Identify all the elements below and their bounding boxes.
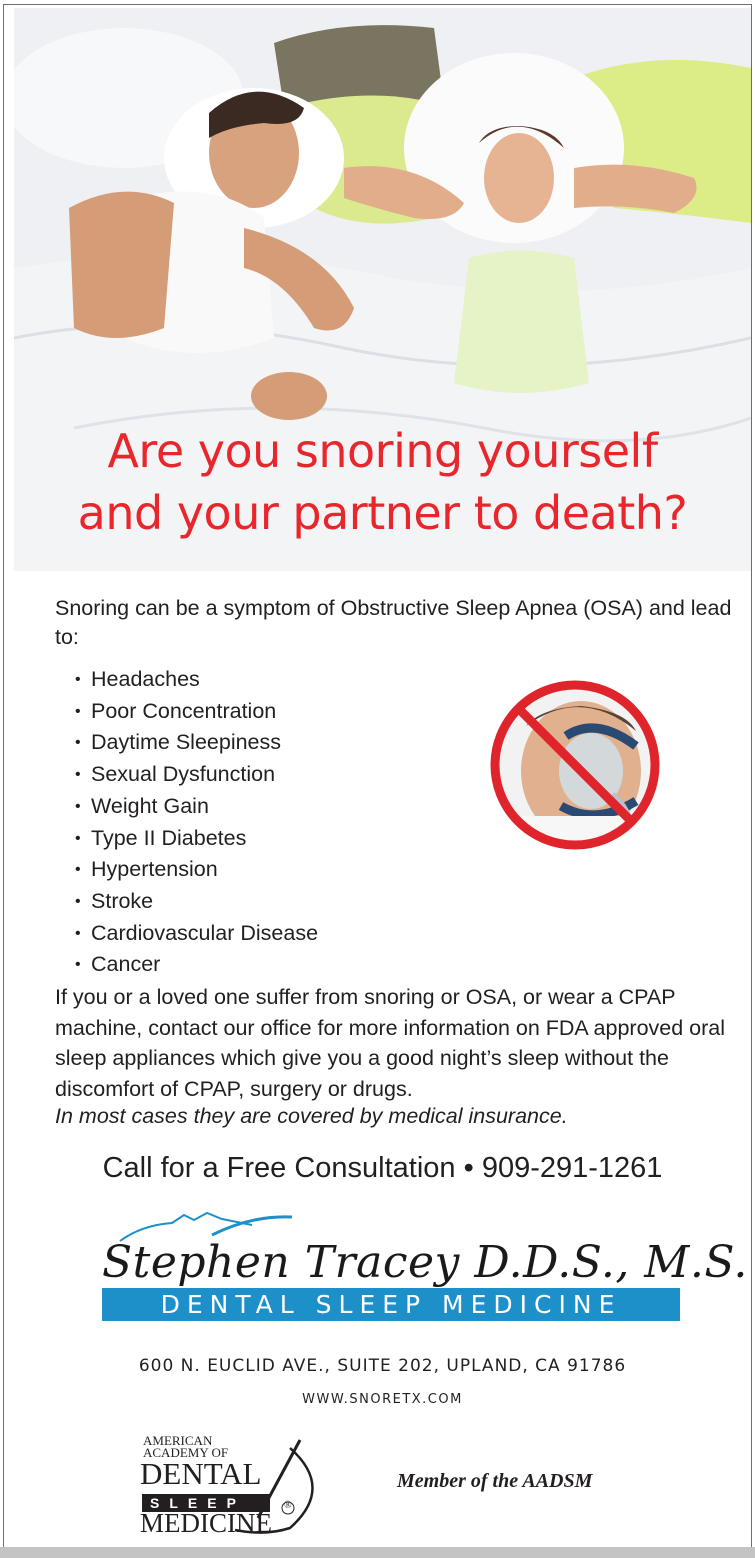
- list-item: • Cardiovascular Disease: [75, 918, 318, 950]
- symptom-list: [75, 664, 318, 981]
- aadsm-line-5: MEDICINE: [140, 1508, 272, 1538]
- list-item: • Weight Gain: [75, 791, 318, 823]
- practice-logo: [102, 1205, 748, 1333]
- practice-tagline: DENTAL SLEEP MEDICINE: [102, 1288, 680, 1321]
- aadsm-line-2: ACADEMY OF: [143, 1445, 229, 1460]
- aadsm-line-4: SLEEP: [150, 1495, 246, 1511]
- list-item: • Hypertension: [75, 854, 318, 886]
- list-item: • Cancer: [75, 949, 318, 981]
- aadsm-line-3: DENTAL: [140, 1456, 262, 1491]
- consultation-phone-cta: Call for a Free Consultation • 909-291-1261: [102, 1152, 663, 1184]
- aadsm-line-1: AMERICAN: [143, 1433, 213, 1448]
- list-item: • Stroke: [75, 886, 318, 918]
- list-item: • Headaches: [75, 664, 318, 696]
- list-item: • Daytime Sleepiness: [75, 727, 318, 759]
- headline-line-1: Are you snoring yourself: [107, 424, 658, 478]
- no-cpap-prohibition-icon: [486, 676, 664, 854]
- headline-line-2: and your partner to death?: [77, 486, 688, 540]
- list-item: • Sexual Dysfunction: [75, 759, 318, 791]
- insurance-note: In most cases they are covered by medical insurance.: [55, 1104, 568, 1128]
- list-item: • Type II Diabetes: [75, 823, 318, 855]
- body-text: If you or a loved one suffer from snoring or OSA, or wear a CPAP machine, contact our office for more information on FDA approved oral sleep appliances which give you a good night’s sleep without the discomfort of CPAP, surgery or drugs.: [55, 985, 726, 1101]
- intro-text: Snoring can be a symptom of Obstructive Sleep Apnea (OSA) and lead to:: [55, 596, 732, 649]
- practice-name: Stephen Tracey D.D.S., M.S.: [102, 1237, 748, 1288]
- website-link[interactable]: WWW.SNORETX.COM: [302, 1392, 463, 1407]
- aadsm-logo: [140, 1428, 325, 1538]
- list-item: • Poor Concentration: [75, 696, 318, 728]
- bottom-bar: [0, 1547, 755, 1558]
- headline: [14, 420, 751, 544]
- address: 600 N. EUCLID AVE., SUITE 202, UPLAND, CA 91786: [138, 1356, 627, 1376]
- member-text: Member of the AADSM: [397, 1470, 593, 1492]
- registered-mark: ®: [284, 1500, 292, 1511]
